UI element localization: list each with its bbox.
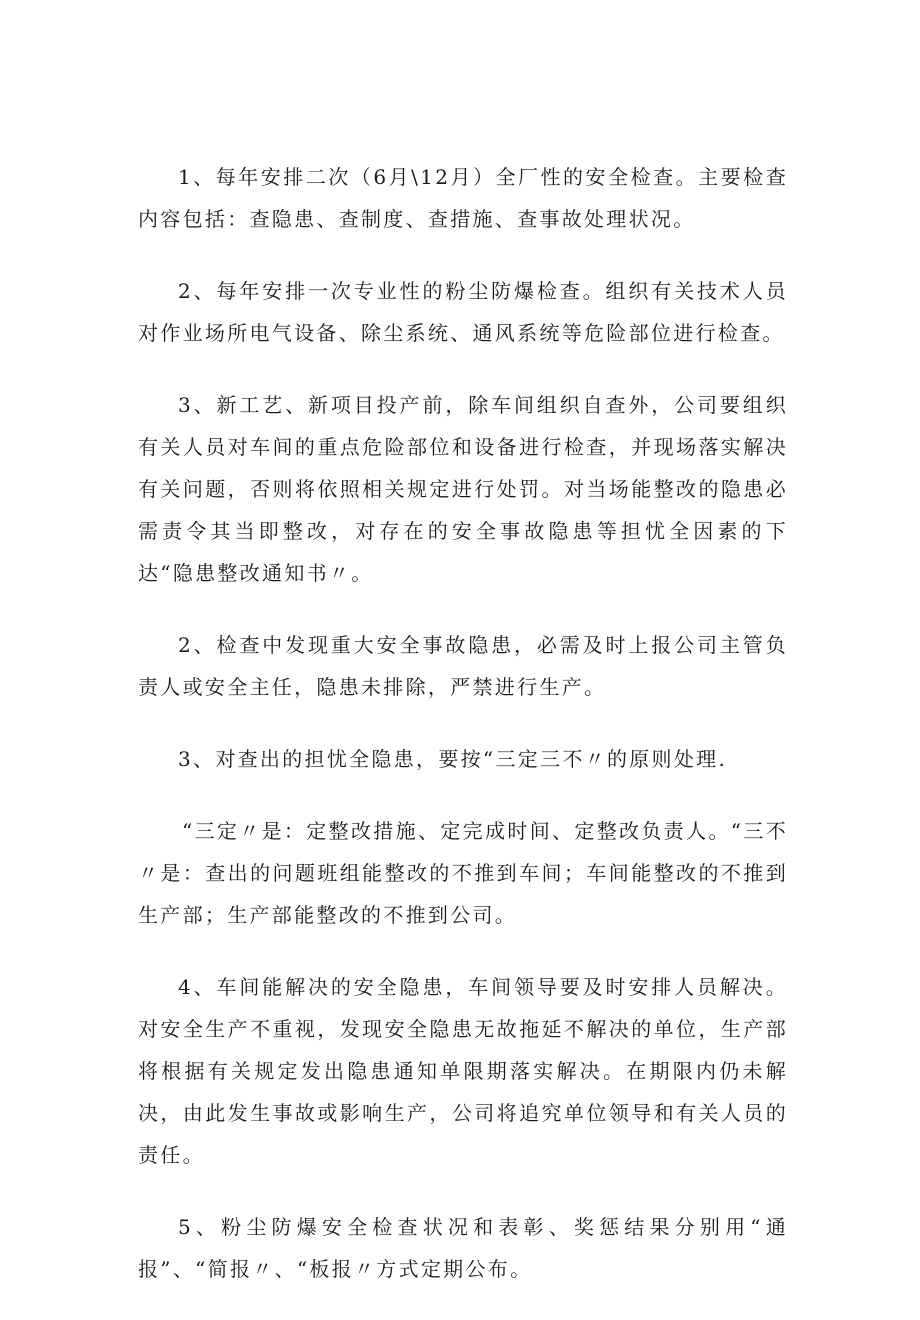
paragraph-annual-inspection: 1、每年安排二次（6月\12月）全厂性的安全检查。主要检查内容包括：查隐患、查制度、查措施、查事故处理状况。: [138, 165, 788, 231]
paragraph-results-publication: 5、粉尘防爆安全检查状况和表彰、奖惩结果分别用“通报”、“简报〃、“板报〃方式定期公布。: [138, 1215, 788, 1281]
paragraph-workshop-resolution: 4、车间能解决的安全隐患，车间领导要及时安排人员解决。对安全生产不重视，发现安全隐患无故拖延不解决的单位，生产部将根据有关规定发出隐患通知单限期落实解决。在期限内仍未解决，由此发生事故或影响生产，公司将追究单位领导和有关人员的责任。: [138, 975, 788, 1167]
paragraph-three-definitions: “三定〃是：定整改措施、定完成时间、定整改负责人。“三不〃是：查出的问题班组能整改的不推到车间；车间能整改的不推到生产部；生产部能整改的不推到公司。: [138, 819, 788, 927]
paragraph-new-project-inspection: 3、新工艺、新项目投产前，除车间组织自查外，公司要组织有关人员对车间的重点危险部位和设备进行检查，并现场落实解决有关问题，否则将依照相关规定进行处罚。对当场能整改的隐患必需责令其当即整改，对存在的安全事故隐患等担忧全因素的下达“隐患整改通知书〃。: [138, 393, 788, 585]
paragraph-dust-explosion-inspection: 2、每年安排一次专业性的粉尘防爆检查。组织有关技术人员对作业场所电气设备、除尘系统、通风系统等危险部位进行检查。: [138, 279, 788, 345]
document-body: [138, 156, 788, 1320]
paragraph-major-hazard-report: 2、检查中发现重大安全事故隐患，必需及时上报公司主管负责人或安全主任，隐患未排除，严禁进行生产。: [138, 633, 788, 699]
paragraph-three-principles: 3、对查出的担忧全隐患，要按“三定三不〃的原则处理.: [178, 747, 728, 771]
